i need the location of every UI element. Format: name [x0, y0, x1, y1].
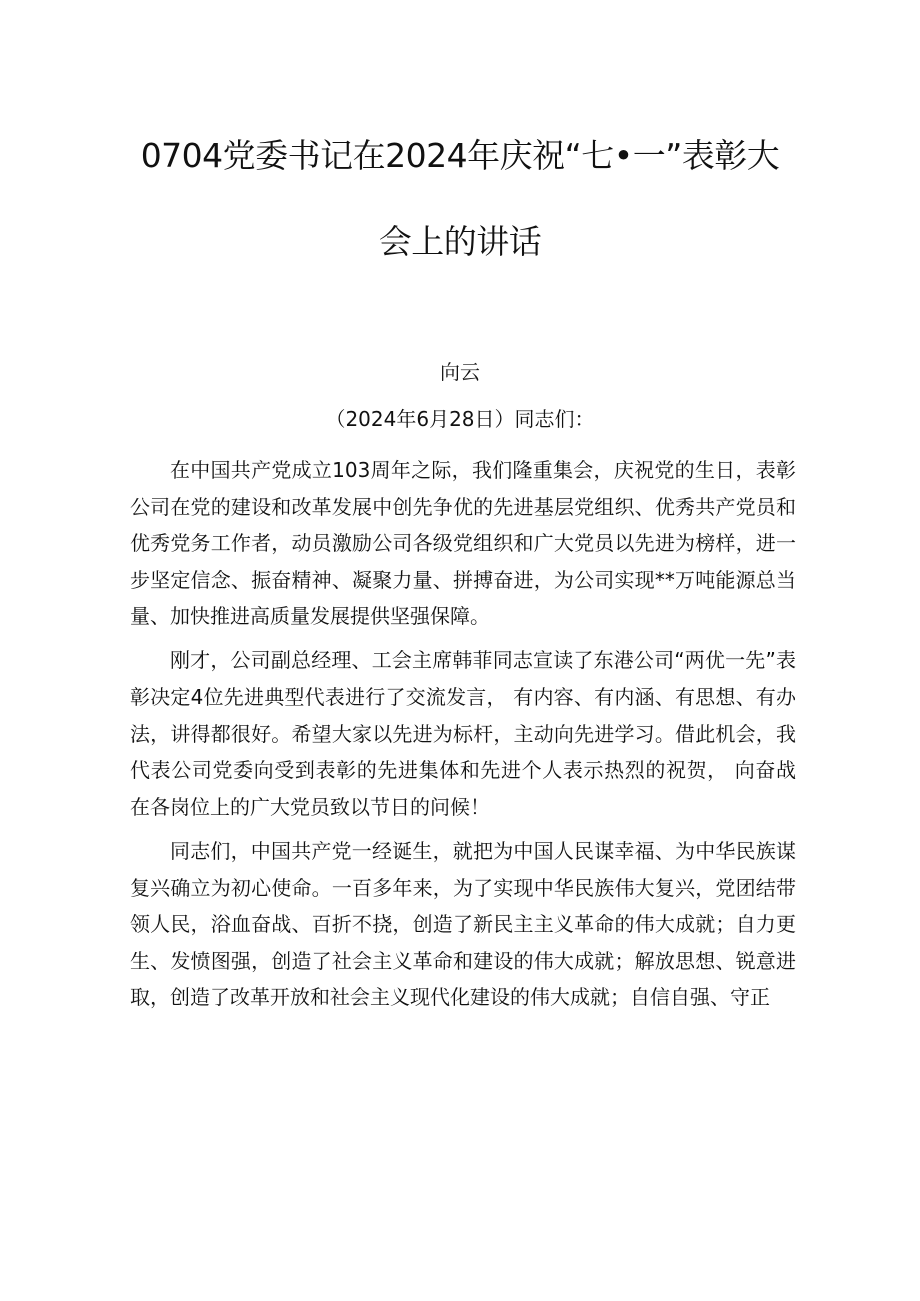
author-name: 向云 [440, 360, 480, 384]
body-paragraph-2: 刚才，公司副总经理、工会主席韩菲同志宣读了东港公司“两优一先”表彰决定4位先进典型代表进行了交流发言， 有内容、有内涵、有思想、有办法，讲得都很好。希望大家以先进为标杆，主动向先进学习。借此机会，我代表公司党委向受到表彰的先进集体和先进个人表示热烈的祝贺， 向奋战在各岗位上的广大党员致以节日的问候！ [130, 648, 796, 819]
body-paragraph-3: 同志们，中国共产党一经诞生，就把为中国人民谋幸福、为中华民族谋复兴确立为初心使命。一百多年来，为了实现中华民族伟大复兴，党团结带领人民，浴血奋战、百折不挠，创造了新民主主义革命的伟大成就；自力更生、发愤图强，创造了社会主义革命和建设的伟大成就；解放思想、锐意进取，创造了改革开放和社会主义现代化建设的伟大成就；自信自强、守正 [130, 838, 796, 1010]
speech-dateline: （2024年6月28日）同志们： [325, 407, 595, 431]
document-title-line-2: 会上的讲话 [378, 222, 542, 261]
document-title-line-1: 0704党委书记在2024年庆祝“七•一”表彰大 [140, 136, 780, 175]
speech-body [130, 452, 796, 1023]
body-paragraph-1: 在中国共产党成立103周年之际，我们隆重集会，庆祝党的生日，表彰公司在党的建设和改革发展中创先争优的先进基层党组织、优秀共产党员和优秀党务工作者，动员激励公司各级党组织和广大党员以先进为榜样，进一步坚定信念、振奋精神、凝聚力量、拼搏奋进，为公司实现**万吨能源总当量、加快推进高质量发展提供坚强保障。 [130, 458, 796, 629]
